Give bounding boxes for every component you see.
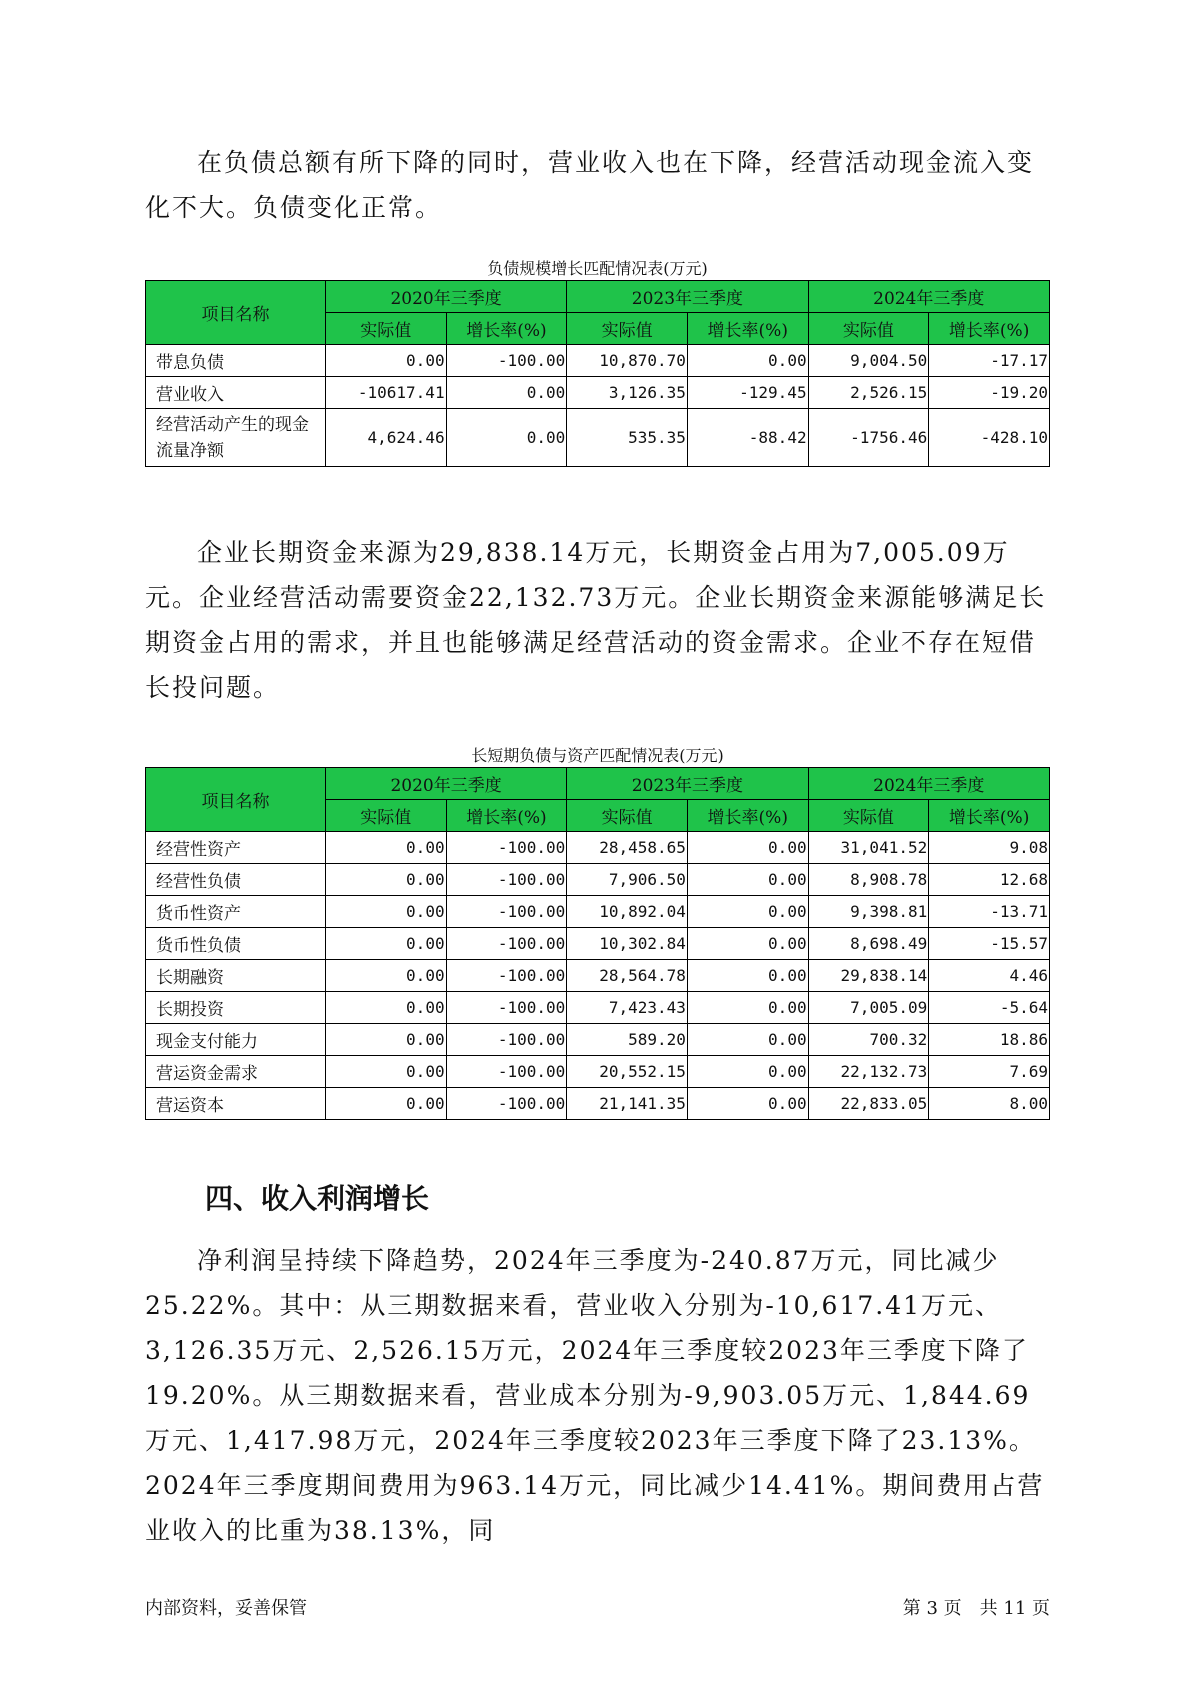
cell: 0.00 bbox=[325, 1056, 446, 1088]
cell: 0.00 bbox=[687, 1024, 808, 1056]
row-name: 营业收入 bbox=[146, 377, 326, 409]
period-header: 2023年三季度 bbox=[567, 768, 808, 800]
cell: 0.00 bbox=[325, 1024, 446, 1056]
cell: 12.68 bbox=[929, 864, 1050, 896]
row-name: 经营性负债 bbox=[146, 864, 326, 896]
cell: 8,908.78 bbox=[808, 864, 929, 896]
cell: 0.00 bbox=[687, 1088, 808, 1120]
table-row bbox=[146, 345, 1050, 377]
page-number: 第 3 页 共 11 页 bbox=[902, 1598, 1050, 1619]
sub-header-growth: 增长率(%) bbox=[929, 313, 1050, 345]
cell: 0.00 bbox=[325, 992, 446, 1024]
cell: 10,870.70 bbox=[567, 345, 688, 377]
table-row bbox=[146, 896, 1050, 928]
cell: 0.00 bbox=[687, 345, 808, 377]
row-name: 带息负债 bbox=[146, 345, 326, 377]
row-name: 货币性负债 bbox=[146, 928, 326, 960]
row-name: 营运资本 bbox=[146, 1088, 326, 1120]
cell: 8,698.49 bbox=[808, 928, 929, 960]
period-header: 2020年三季度 bbox=[325, 768, 566, 800]
col-item-header: 项目名称 bbox=[146, 768, 326, 832]
row-name: 长期投资 bbox=[146, 992, 326, 1024]
cell: 20,552.15 bbox=[567, 1056, 688, 1088]
row-name: 经营性资产 bbox=[146, 832, 326, 864]
cell: 0.00 bbox=[687, 960, 808, 992]
cell: 4.46 bbox=[929, 960, 1050, 992]
table-row bbox=[146, 1056, 1050, 1088]
cell: 0.00 bbox=[446, 409, 567, 467]
period-header: 2024年三季度 bbox=[808, 281, 1049, 313]
footer-note: 内部资料，妥善保管 bbox=[145, 1598, 307, 1619]
cell: -100.00 bbox=[446, 345, 567, 377]
sub-header-value: 实际值 bbox=[808, 800, 929, 832]
cell: -15.57 bbox=[929, 928, 1050, 960]
cell: 28,458.65 bbox=[567, 832, 688, 864]
table-row bbox=[146, 864, 1050, 896]
cell: -428.10 bbox=[929, 409, 1050, 467]
cell: 0.00 bbox=[325, 928, 446, 960]
sub-header-value: 实际值 bbox=[567, 313, 688, 345]
sub-header-growth: 增长率(%) bbox=[687, 800, 808, 832]
cell: -100.00 bbox=[446, 896, 567, 928]
cell: 18.86 bbox=[929, 1024, 1050, 1056]
table-row bbox=[146, 1088, 1050, 1120]
cell: 31,041.52 bbox=[808, 832, 929, 864]
cell: -1756.46 bbox=[808, 409, 929, 467]
cell: 0.00 bbox=[687, 832, 808, 864]
table-row bbox=[146, 928, 1050, 960]
period-header: 2020年三季度 bbox=[325, 281, 566, 313]
cell: -100.00 bbox=[446, 928, 567, 960]
period-header: 2024年三季度 bbox=[808, 768, 1049, 800]
cell: 29,838.14 bbox=[808, 960, 929, 992]
sub-header-growth: 增长率(%) bbox=[446, 313, 567, 345]
cell: -19.20 bbox=[929, 377, 1050, 409]
cell: 0.00 bbox=[325, 1088, 446, 1120]
sub-header-growth: 增长率(%) bbox=[687, 313, 808, 345]
cell: 7.69 bbox=[929, 1056, 1050, 1088]
cell: -100.00 bbox=[446, 992, 567, 1024]
table-row bbox=[146, 832, 1050, 864]
cell: 4,624.46 bbox=[325, 409, 446, 467]
cell: 8.00 bbox=[929, 1088, 1050, 1120]
cell: 0.00 bbox=[325, 832, 446, 864]
cell: -88.42 bbox=[687, 409, 808, 467]
cell: 0.00 bbox=[325, 345, 446, 377]
paragraph-profit-growth: 净利润呈持续下降趋势，2024年三季度为-240.87万元，同比减少25.22%。其中：从三期数据来看，营业收入分别为-10,617.41万元、3,126.35万元、2,526.15万元，2024年三季度较2023年三季度下降了19.20%。从三期数据来看，营业成本分别为-9,903.05万元、1,844.69万元、1,417.98万元，2024年三季度较2023年三季度下降了23.13%。2024年三季度期间费用为963.14万元，同比减少14.41%。期间费用占营业收入的比重为38.13%，同 bbox=[145, 1246, 1045, 1545]
table-row bbox=[146, 1024, 1050, 1056]
cell: 9,398.81 bbox=[808, 896, 929, 928]
cell: -100.00 bbox=[446, 864, 567, 896]
cell: -10617.41 bbox=[325, 377, 446, 409]
sub-header-value: 实际值 bbox=[808, 313, 929, 345]
sub-header-growth: 增长率(%) bbox=[929, 800, 1050, 832]
row-name: 营运资金需求 bbox=[146, 1056, 326, 1088]
table1-caption: 负债规模增长匹配情况表(万元) bbox=[487, 259, 708, 278]
cell: 9,004.50 bbox=[808, 345, 929, 377]
cell: -13.71 bbox=[929, 896, 1050, 928]
sub-header-value: 实际值 bbox=[325, 313, 446, 345]
cell: -100.00 bbox=[446, 1024, 567, 1056]
cell: -5.64 bbox=[929, 992, 1050, 1024]
cell: -100.00 bbox=[446, 1088, 567, 1120]
debt-growth-table bbox=[145, 280, 1050, 467]
section-heading: 四、收入利润增长 bbox=[205, 1182, 430, 1215]
cell: 22,833.05 bbox=[808, 1088, 929, 1120]
col-item-header: 项目名称 bbox=[146, 281, 326, 345]
cell: 0.00 bbox=[687, 864, 808, 896]
sub-header-value: 实际值 bbox=[567, 800, 688, 832]
table-row bbox=[146, 377, 1050, 409]
cell: 22,132.73 bbox=[808, 1056, 929, 1088]
cell: 28,564.78 bbox=[567, 960, 688, 992]
cell: 10,302.84 bbox=[567, 928, 688, 960]
asset-liability-match-table bbox=[145, 767, 1050, 1120]
cell: 3,126.35 bbox=[567, 377, 688, 409]
row-name: 货币性资产 bbox=[146, 896, 326, 928]
cell: 0.00 bbox=[325, 960, 446, 992]
row-name: 现金支付能力 bbox=[146, 1024, 326, 1056]
table-row bbox=[146, 960, 1050, 992]
cell: 7,906.50 bbox=[567, 864, 688, 896]
row-name: 长期融资 bbox=[146, 960, 326, 992]
period-header: 2023年三季度 bbox=[567, 281, 808, 313]
cell: 589.20 bbox=[567, 1024, 688, 1056]
cell: -17.17 bbox=[929, 345, 1050, 377]
row-name: 经营活动产生的现金流量净额 bbox=[146, 409, 326, 467]
cell: 10,892.04 bbox=[567, 896, 688, 928]
table2-caption: 长短期负债与资产匹配情况表(万元) bbox=[471, 746, 724, 765]
cell: 7,005.09 bbox=[808, 992, 929, 1024]
cell: 2,526.15 bbox=[808, 377, 929, 409]
cell: 0.00 bbox=[687, 928, 808, 960]
sub-header-value: 实际值 bbox=[325, 800, 446, 832]
table-row bbox=[146, 409, 1050, 467]
cell: 0.00 bbox=[687, 992, 808, 1024]
table-row bbox=[146, 992, 1050, 1024]
paragraph-debt-change: 在负债总额有所下降的同时，营业收入也在下降，经营活动现金流入变化不大。负债变化正常。 bbox=[145, 148, 1035, 222]
cell: 0.00 bbox=[446, 377, 567, 409]
cell: 0.00 bbox=[687, 1056, 808, 1088]
cell: 7,423.43 bbox=[567, 992, 688, 1024]
cell: 0.00 bbox=[325, 864, 446, 896]
cell: -129.45 bbox=[687, 377, 808, 409]
cell: 0.00 bbox=[687, 896, 808, 928]
cell: 0.00 bbox=[325, 896, 446, 928]
sub-header-growth: 增长率(%) bbox=[446, 800, 567, 832]
paragraph-capital-sources: 企业长期资金来源为29,838.14万元，长期资金占用为7,005.09万元。企业经营活动需要资金22,132.73万元。企业长期资金来源能够满足长期资金占用的需求，并且也能够满足经营活动的资金需求。企业不存在短借长投问题。 bbox=[145, 538, 1047, 702]
cell: -100.00 bbox=[446, 832, 567, 864]
cell: 535.35 bbox=[567, 409, 688, 467]
cell: 9.08 bbox=[929, 832, 1050, 864]
cell: -100.00 bbox=[446, 1056, 567, 1088]
cell: 700.32 bbox=[808, 1024, 929, 1056]
cell: 21,141.35 bbox=[567, 1088, 688, 1120]
cell: -100.00 bbox=[446, 960, 567, 992]
